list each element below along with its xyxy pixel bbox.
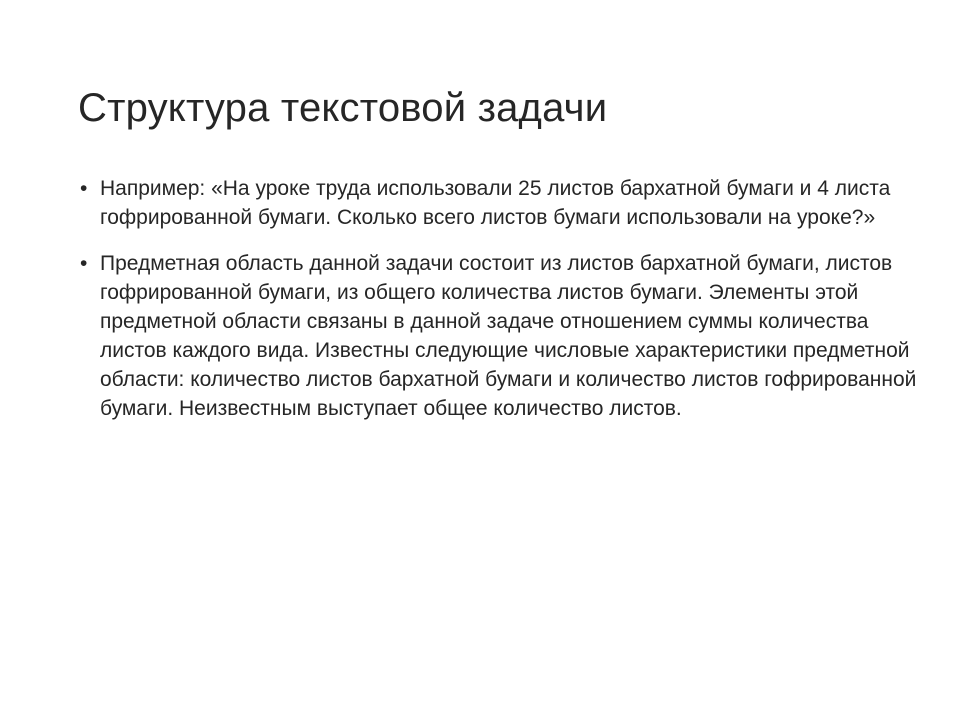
bullet-dot-icon: • (80, 177, 88, 200)
bullet-item-domain (78, 249, 923, 423)
bullet-item-example (78, 174, 923, 232)
slide-title: Структура текстовой задачи (78, 86, 608, 130)
bullet-text: Например: «На уроке труда использовали 25 листов бархатной бумаги и 4 листа гофрированной бумаги. Сколько всего листов бумаги использовали на уроке?» (100, 177, 891, 229)
bullet-dot-icon: • (80, 252, 88, 275)
bullet-list (78, 174, 923, 440)
bullet-text: Предметная область данной задачи состоит из листов бархатной бумаги, листов гофрированной бумаги, из общего количества листов бумаги. Элементы этой предметной области связаны в данной задаче отношением суммы количества листов каждого вида. Известны следующие числовые характеристики предметной области: количество листов бархатной бумаги и количество листов гофрированной бумаги. Неизвестным выступает общее количество листов. (100, 252, 917, 420)
